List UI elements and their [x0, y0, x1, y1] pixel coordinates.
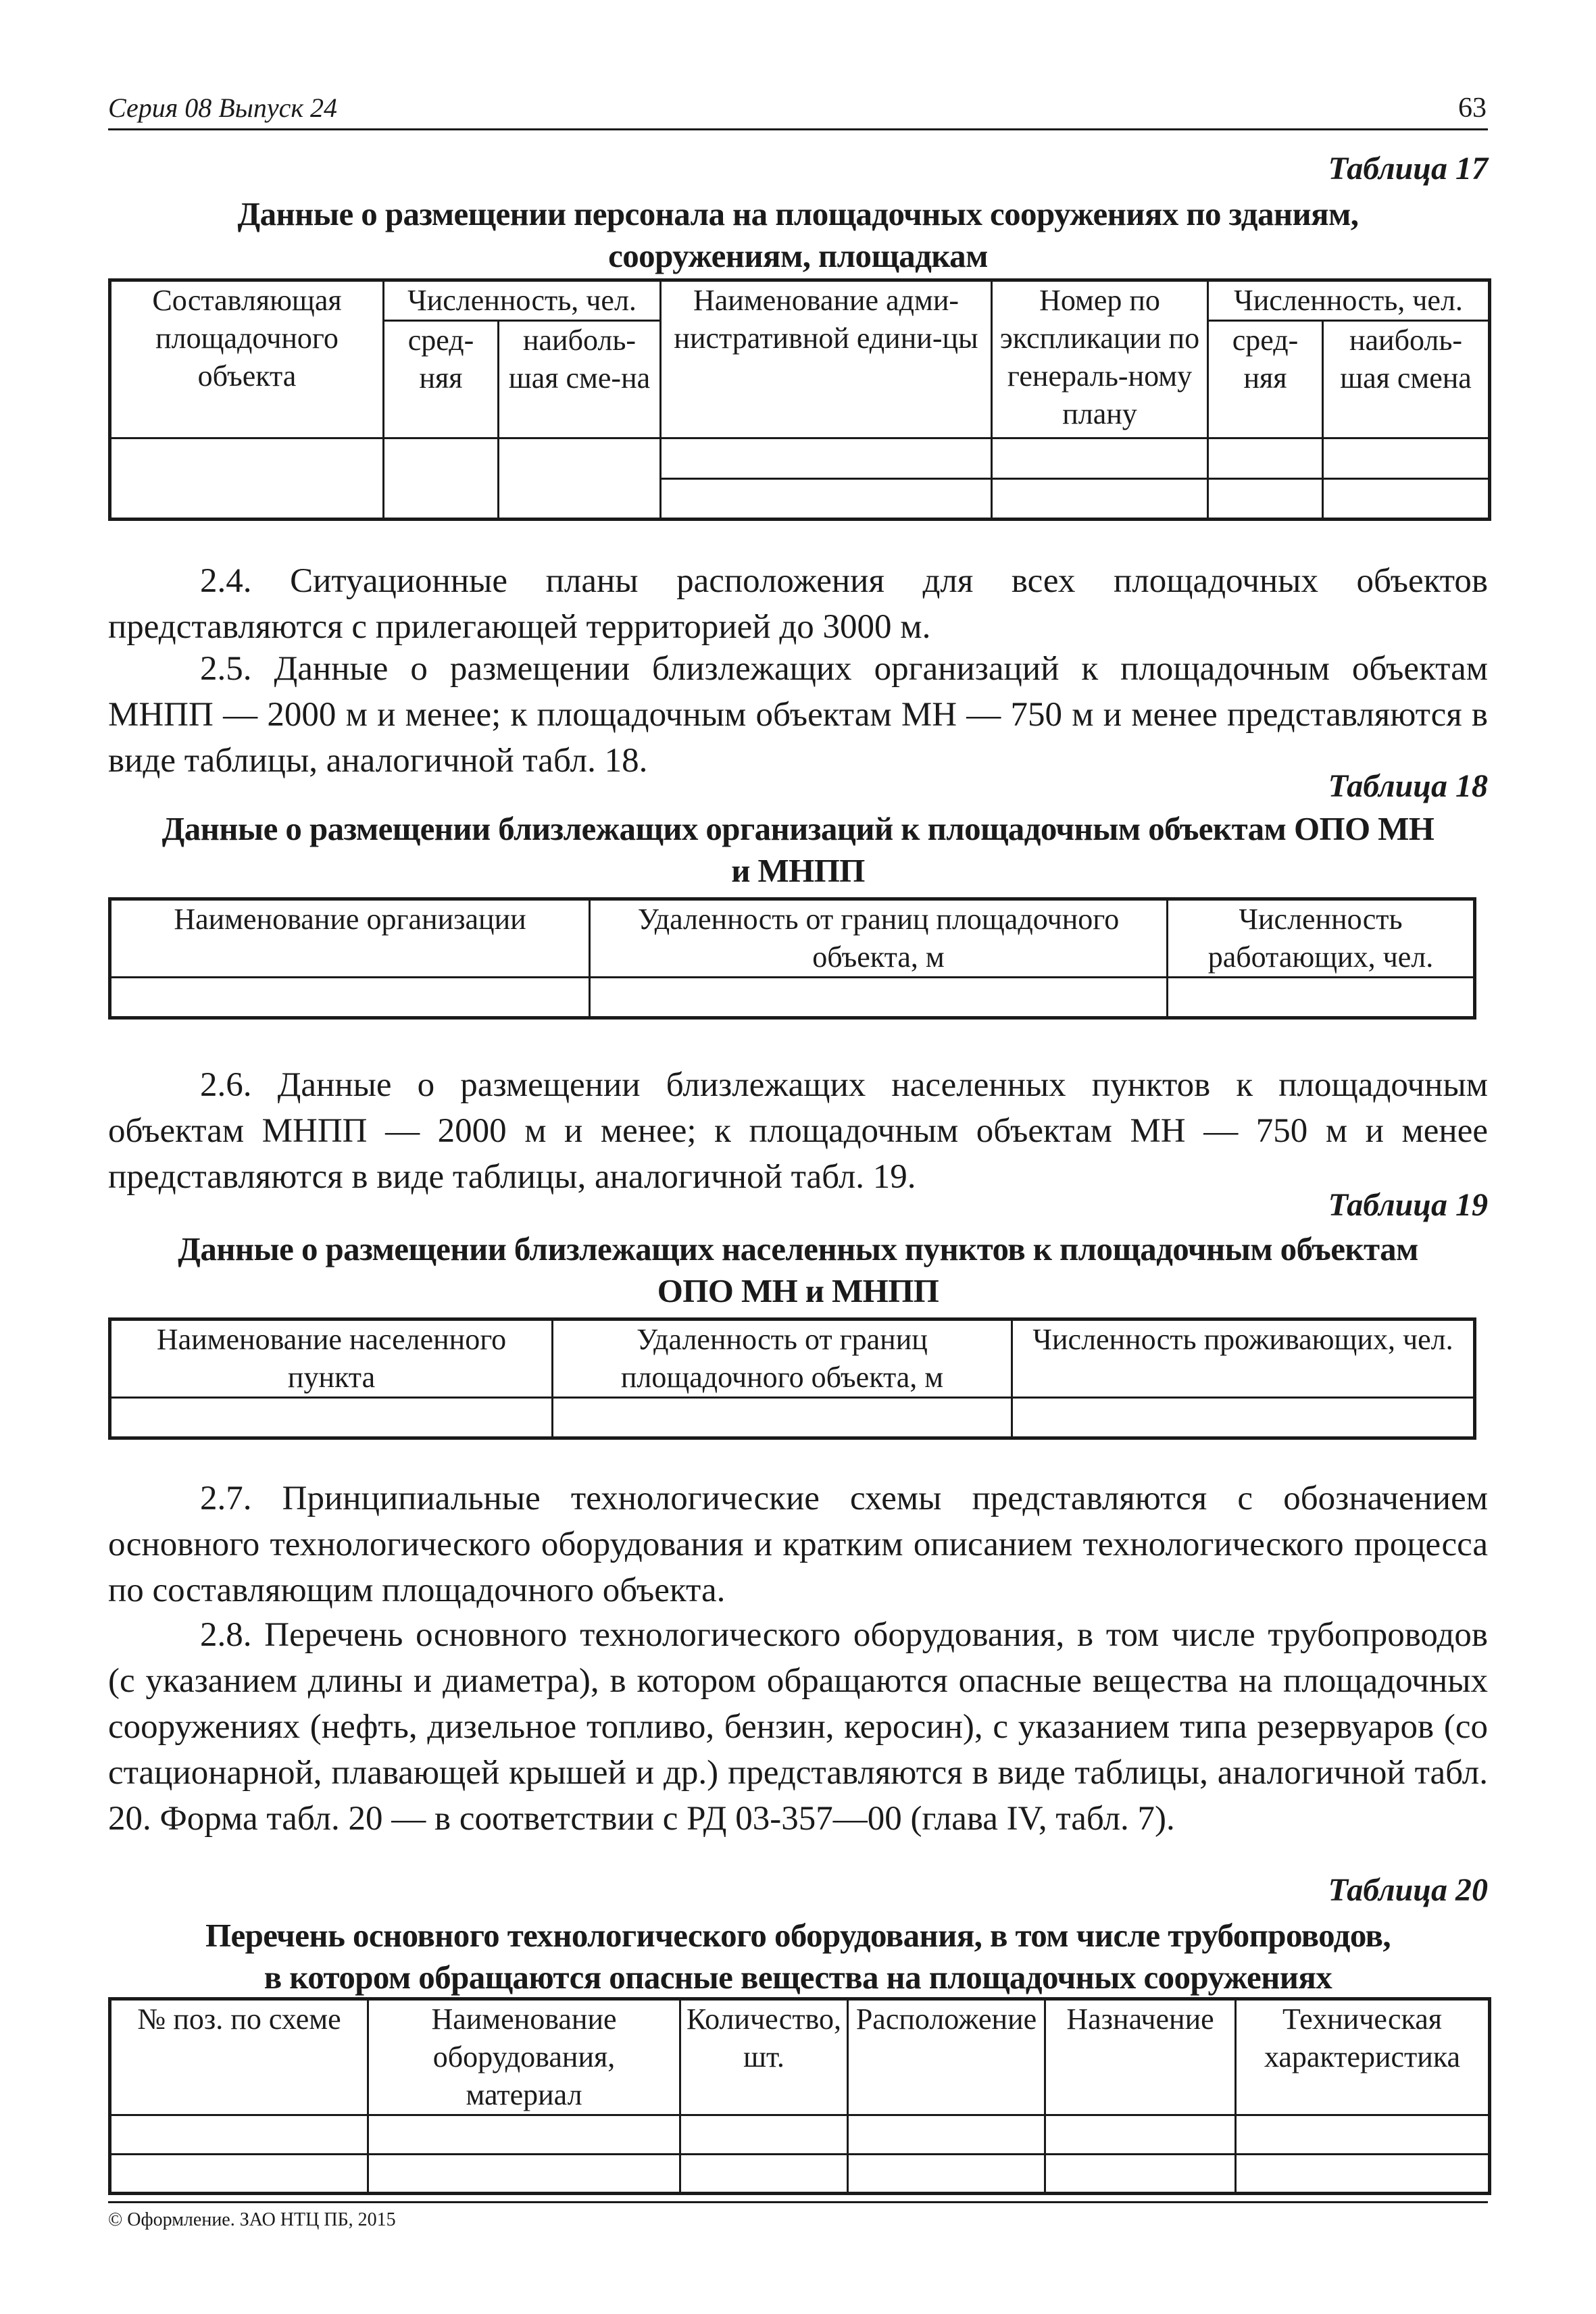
table-17-header-number: Номер по экспликации по генераль-ному плану: [992, 280, 1208, 438]
table-18-cell: [110, 978, 590, 1018]
table-17-header-max-b: наиболь-шая смена: [1323, 321, 1490, 438]
table-17-header-admin-unit: Наименование адми-нистративной едини-цы: [661, 280, 992, 438]
table-19-header-settlement: Наименование населенного пункта: [110, 1319, 553, 1398]
table-19-cell: [553, 1398, 1012, 1438]
table-17-header-max-a: наиболь-шая сме-на: [499, 321, 661, 438]
table-20-header-quantity: Количество, шт.: [680, 1999, 848, 2115]
table-17: [108, 278, 1491, 521]
table-17-label: Таблица 17: [1328, 151, 1488, 186]
table-20-caption: [108, 1915, 1488, 1998]
table-17-header-avg-b: сред-няя: [1208, 321, 1323, 438]
table-20-cell: [848, 2155, 1045, 2194]
table-20-header-location: Расположение: [848, 1999, 1045, 2115]
running-header-series: Серия 08 Выпуск 24: [108, 93, 338, 123]
table-17-cell: [661, 438, 992, 479]
table-17-caption: [108, 193, 1488, 277]
table-17-caption-line2: сооружениям, площадкам: [608, 237, 988, 274]
table-18-label: Таблица 18: [1328, 768, 1488, 804]
table-20-label: Таблица 20: [1328, 1872, 1488, 1908]
table-17-caption-line1: Данные о размещении персонала на площадочных сооружениях по зданиям,: [237, 195, 1359, 232]
table-18: [108, 897, 1476, 1020]
table-18-header-workers: Численность работающих, чел.: [1168, 899, 1475, 978]
paragraph-2-6: 2.6. Данные о размещении близлежащих населенных пунктов к площадочным объектам МНПП — 2000 м и менее; к площадочным объектам МН — 750 м и менее представляются в виде таблицы, аналогичной табл. 19.: [108, 1066, 1488, 1196]
table-18-cell: [1168, 978, 1475, 1018]
table-20-cell: [368, 2155, 680, 2194]
table-19-caption: [108, 1228, 1488, 1312]
table-17-cell: [1323, 438, 1490, 479]
table-17-cell: [992, 479, 1208, 520]
table-19-cell: [110, 1398, 553, 1438]
paragraph-2-4: 2.4. Ситуационные планы расположения для всех площадочных объектов представляются с прилегающей территорией до 3000 м.: [108, 562, 1488, 646]
table-18-header-distance: Удаленность от границ площадочного объекта, м: [590, 899, 1168, 978]
header-divider: [108, 128, 1488, 130]
table-18-caption: [108, 808, 1488, 892]
table-18-header-name: Наименование организации: [110, 899, 590, 978]
table-20-cell: [680, 2155, 848, 2194]
table-20-cell: [368, 2115, 680, 2155]
paragraph-2-8: 2.8. Перечень основного технологического оборудования, в том числе трубопроводов (с указанием длины и диаметра), в котором обращаются опасные вещества на площадочных сооружениях (нефть, дизельное топливо, бензин, керосин), с указанием типа резервуаров (со стационарной, плавающей крышей и др.) представляются в виде таблицы, аналогичной табл. 20. Форма табл. 20 — в соответствии с РД 03-357—00 (глава IV, табл. 7).: [108, 1616, 1488, 1838]
table-20-cell: [1236, 2155, 1490, 2194]
table-20-cell: [110, 2115, 368, 2155]
footer-divider: [108, 2201, 1488, 2203]
table-17-header-count-a: Численность, чел.: [384, 280, 661, 321]
table-18-caption-line1: Данные о размещении близлежащих организаций к площадочным объектам ОПО МН: [161, 810, 1435, 847]
table-20-caption-line2: в котором обращаются опасные вещества на площадочных сооружениях: [264, 1959, 1332, 1996]
table-19-label: Таблица 19: [1328, 1187, 1488, 1223]
footer-copyright: © Оформление. ЗАО НТЦ ПБ, 2015: [108, 2209, 396, 2230]
table-20-cell: [848, 2115, 1045, 2155]
table-20-cell: [680, 2115, 848, 2155]
table-20-cell: [1045, 2115, 1236, 2155]
table-20-cell: [110, 2155, 368, 2194]
table-17-cell: [384, 438, 499, 520]
table-20-header-equipment: Наименование оборудования, материал: [368, 1999, 680, 2115]
table-17-cell: [992, 438, 1208, 479]
table-17-header-avg-a: сред-няя: [384, 321, 499, 438]
table-17-cell: [1208, 479, 1323, 520]
table-17-cell: [1208, 438, 1323, 479]
table-19: [108, 1317, 1476, 1440]
table-19-caption-line1: Данные о размещении близлежащих населенных пунктов к площадочным объектам: [178, 1230, 1418, 1267]
table-20-header-spec: Техническая характеристика: [1236, 1999, 1490, 2115]
paragraph-2-7: 2.7. Принципиальные технологические схемы представляются с обозначением основного технологического оборудования и кратким описанием технологического процесса по составляющим площадочного объекта.: [108, 1480, 1488, 1609]
table-18-caption-line2: и МНПП: [731, 852, 865, 889]
table-20: [108, 1997, 1491, 2195]
table-20-header-purpose: Назначение: [1045, 1999, 1236, 2115]
table-19-caption-line2: ОПО МН и МНПП: [657, 1272, 939, 1309]
table-20-cell: [1236, 2115, 1490, 2155]
table-20-cell: [1045, 2155, 1236, 2194]
table-20-caption-line1: Перечень основного технологического оборудования, в том числе трубопроводов,: [205, 1917, 1391, 1954]
table-17-cell: [661, 479, 992, 520]
table-20-header-pos: № поз. по схеме: [110, 1999, 368, 2115]
table-19-cell: [1012, 1398, 1475, 1438]
table-18-cell: [590, 978, 1168, 1018]
table-19-header-distance: Удаленность от границ площадочного объекта, м: [553, 1319, 1012, 1398]
table-17-header-component: Составляющая площадочного объекта: [110, 280, 384, 438]
page-number: 63: [1458, 93, 1487, 124]
table-17-cell: [110, 438, 384, 520]
paragraph-2-5: 2.5. Данные о размещении близлежащих организаций к площадочным объектам МНПП — 2000 м и менее; к площадочным объектам МН — 750 м и менее представляются в виде таблицы, аналогичной табл. 18.: [108, 650, 1488, 780]
table-19-header-residents: Численность проживающих, чел.: [1012, 1319, 1475, 1398]
table-17-header-count-b: Численность, чел.: [1208, 280, 1490, 321]
table-17-cell: [499, 438, 661, 520]
table-17-cell: [1323, 479, 1490, 520]
